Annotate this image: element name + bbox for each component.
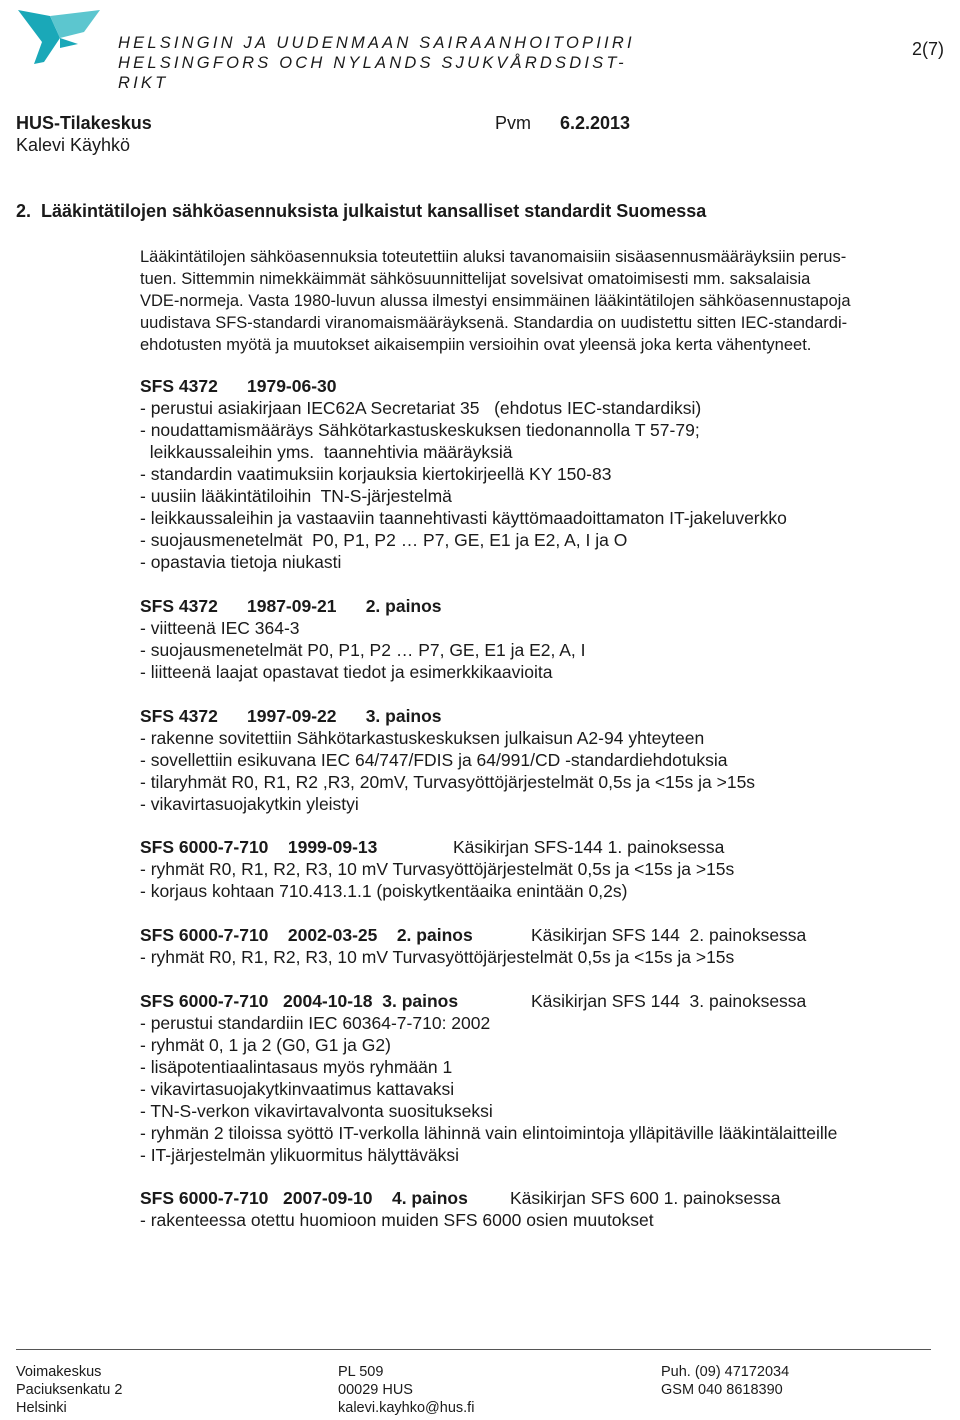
standard-title-text: SFS 6000-7-710 2004-10-18 3. painos <box>140 991 459 1011</box>
logo-wing-lower <box>60 38 78 48</box>
list-item: leikkaussaleihin yms. taannehtivia määräyksiä <box>140 442 513 462</box>
list-item: - vikavirtasuojakytkin yleistyi <box>140 794 359 814</box>
footer-email[interactable]: kalevi.kayhko@hus.fi <box>338 1400 475 1416</box>
date-label: Pvm <box>495 113 531 133</box>
hus-logo <box>14 4 106 68</box>
list-item: - TN-S-verkon vikavirtavalvonta suositukseksi <box>140 1101 493 1121</box>
list-item: - lisäpotentiaalintasaus myös ryhmään 1 <box>140 1057 453 1077</box>
list-item: - leikkaussaleihin ja vastaaviin taannehtivasti käyttömaadoittamaton IT-jakeluverkko <box>140 508 787 528</box>
unit-name: HUS-Tilakeskus <box>16 113 152 133</box>
standard-title-text: SFS 6000-7-710 1999-09-13 <box>140 837 378 857</box>
standard-section-2004 <box>140 990 837 1166</box>
footer-postal <box>338 1363 474 1417</box>
footer-line: Puh. (09) 47172034 <box>661 1364 790 1380</box>
footer-line: 00029 HUS <box>338 1382 413 1398</box>
handbook-reference: Käsikirjan SFS 600 1. painoksessa <box>510 1188 781 1208</box>
footer-line: PL 509 <box>338 1364 384 1380</box>
standard-section-1997 <box>140 705 755 815</box>
date-value: 6.2.2013 <box>560 113 631 133</box>
footer-line: GSM 040 8618390 <box>661 1382 783 1398</box>
list-item: - vikavirtasuojakytkinvaatimus kattavaksi <box>140 1079 455 1099</box>
standard-title <box>140 990 837 1012</box>
list-item: - rakenne sovitettiin Sähkötarkastuskeskuksen julkaisun A2-94 yhteyteen <box>140 728 705 748</box>
standard-section-1999 <box>140 836 734 902</box>
standard-title-text: SFS 6000-7-710 2007-09-10 4. painos <box>140 1188 468 1208</box>
intro-line: ehdotusten myötä ja muutokset aikaisempiin versioihin ovat yleensä joka kerta vähentyneet. <box>140 336 812 354</box>
list-item: - korjaus kohtaan 710.413.1.1 (poiskytkentäaika enintään 0,2s) <box>140 881 628 901</box>
standard-title-text: SFS 6000-7-710 2002-03-25 2. painos <box>140 925 473 945</box>
org-name-fi: HELSINGIN JA UUDENMAAN SAIRAANHOITOPIIRI <box>118 34 635 52</box>
handbook-reference: Käsikirjan SFS 144 2. painoksessa <box>531 925 807 945</box>
standard-section-2002 <box>140 924 807 968</box>
list-item: - opastavia tietoja niukasti <box>140 552 342 572</box>
standard-section-2007 <box>140 1187 781 1231</box>
standard-title <box>140 924 807 946</box>
list-item: - noudattamismääräys Sähkötarkastuskeskuksen tiedonannolla T 57-79; <box>140 420 700 440</box>
list-item: - viitteenä IEC 364-3 <box>140 618 300 638</box>
list-item: - suojausmenetelmät P0, P1, P2 … P7, GE, E1 ja E2, A, I <box>140 640 586 660</box>
list-item: - perustui standardiin IEC 60364-7-710: 2002 <box>140 1013 491 1033</box>
standard-title <box>140 1187 781 1209</box>
standard-section-1987 <box>140 595 586 683</box>
footer-phone <box>661 1363 789 1399</box>
list-item: - liitteenä laajat opastavat tiedot ja esimerkkikaavioita <box>140 662 553 682</box>
list-item: - ryhmät 0, 1 ja 2 (G0, G1 ja G2) <box>140 1035 391 1055</box>
list-item: - tilaryhmät R0, R1, R2 ,R3, 20mV, Turvasyöttöjärjestelmät 0,5s ja <15s ja >15s <box>140 772 756 792</box>
list-item: - perustui asiakirjaan IEC62A Secretariat 35 (ehdotus IEC-standardiksi) <box>140 398 702 418</box>
footer-divider <box>16 1349 931 1350</box>
intro-paragraph <box>140 246 958 356</box>
section-heading: 2. Lääkintätilojen sähköasennuksista julkaistut kansalliset standardit Suomessa <box>16 201 707 221</box>
list-item: - ryhmän 2 tiloissa syöttö IT-verkolla lähinnä vain elintoimintoja ylläpitäville lääkintälaitteille <box>140 1123 838 1143</box>
standard-title: SFS 4372 1979-06-30 <box>140 376 337 396</box>
list-item: - sovellettiin esikuvana IEC 64/747/FDIS ja 64/991/CD -standardiehdotuksia <box>140 750 728 770</box>
footer-line: Helsinki <box>16 1400 67 1416</box>
org-name-sv-cont: RIKT <box>118 74 169 92</box>
intro-line: VDE-normeja. Vasta 1980-luvun alussa ilmestyi ensimmäinen lääkintätilojen sähköasennustapoja <box>140 292 851 310</box>
footer-line: Paciuksenkatu 2 <box>16 1382 123 1398</box>
list-item: - ryhmät R0, R1, R2, R3, 10 mV Turvasyöttöjärjestelmät 0,5s ja <15s ja >15s <box>140 947 735 967</box>
standard-section-1979 <box>140 375 787 573</box>
list-item: - uusiin lääkintätiloihin TN-S-järjestelmä <box>140 486 452 506</box>
handbook-reference: Käsikirjan SFS-144 1. painoksessa <box>453 837 725 857</box>
list-item: - rakenteessa otettu huomioon muiden SFS 6000 osien muutokset <box>140 1210 654 1230</box>
page-number: 2(7) <box>912 39 945 59</box>
intro-line: tuen. Sittemmin nimekkäimmät sähkösuunnittelijat sovelsivat omatoimisesti mm. saksalaisia <box>140 270 811 288</box>
footer-line: Voimakeskus <box>16 1364 102 1380</box>
footer-address <box>16 1363 122 1417</box>
standard-title: SFS 4372 1997-09-22 3. painos <box>140 706 442 726</box>
org-name-sv: HELSINGFORS OCH NYLANDS SJUKVÅRDSDIST- <box>118 54 627 72</box>
list-item: - IT-järjestelmän ylikuormitus hälyttäväksi <box>140 1145 459 1165</box>
author-name: Kalevi Käyhkö <box>16 135 131 155</box>
list-item: - suojausmenetelmät P0, P1, P2 … P7, GE, E1 ja E2, A, I ja O <box>140 530 628 550</box>
list-item: - ryhmät R0, R1, R2, R3, 10 mV Turvasyöttöjärjestelmät 0,5s ja <15s ja >15s <box>140 859 735 879</box>
intro-line: uudistava SFS-standardi viranomaismääräyksenä. Standardia on uudistettu sitten IEC-standardi- <box>140 314 848 332</box>
standard-title: SFS 4372 1987-09-21 2. painos <box>140 596 442 616</box>
list-item: - standardin vaatimuksiin korjauksia kiertokirjeellä KY 150-83 <box>140 464 612 484</box>
handbook-reference: Käsikirjan SFS 144 3. painoksessa <box>531 991 807 1011</box>
intro-line: Lääkintätilojen sähköasennuksia toteutettiin aluksi tavanomaisiin sisäasennusmääräyksiin perus- <box>140 248 847 266</box>
standard-title <box>140 836 734 858</box>
